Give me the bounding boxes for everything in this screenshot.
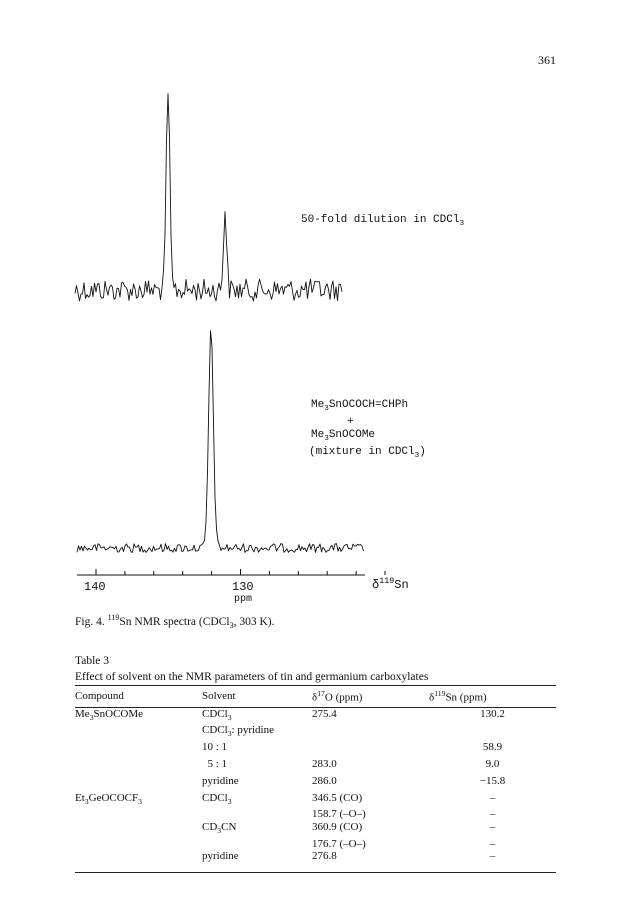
axis-nucleus-label: $\delta^{119}Sn$ <box>372 576 409 592</box>
table-row <box>75 850 556 872</box>
cell-o17: 346.5 (CO) <box>312 791 363 804</box>
table-label: Table 3 <box>75 655 110 667</box>
cell-o17: 286.0 <box>312 774 337 787</box>
cell-o17: 360.9 (CO) <box>312 820 363 833</box>
cell-solvent: pyridine <box>202 850 312 872</box>
cell-compound <box>75 838 202 851</box>
table-row <box>75 838 556 851</box>
cell-compound <box>75 724 202 741</box>
cell-o17: 283.0 <box>312 758 337 770</box>
axis-unit-label: ppm <box>234 594 253 605</box>
cell-compound: $Et_3GeOCOCF_3$ <box>75 791 142 806</box>
table-row <box>75 775 556 792</box>
cell-o17: 176.7 (–O–) <box>312 837 366 850</box>
cell-sn119: – <box>429 850 556 872</box>
table-row <box>75 758 556 775</box>
axis-tick-label-130: 130 <box>232 580 254 594</box>
cell-solvent: $CD_3CN$ <box>202 820 237 836</box>
table-header-row <box>75 686 556 708</box>
cell-o17 <box>312 724 429 741</box>
table-row <box>75 707 556 724</box>
header-compound: Compound <box>75 686 202 708</box>
cell-o17: 158.7 (–O–) <box>312 808 366 821</box>
cell-compound <box>75 850 202 872</box>
nmr-parameters-table <box>75 685 556 873</box>
header-o17: $\delta^{17}O$ (ppm) <box>312 686 429 708</box>
cell-sn119: 58.9 <box>482 741 503 754</box>
cell-sn119: 9.0 <box>485 758 500 770</box>
page-number: 361 <box>538 53 556 67</box>
header-solvent: Solvent <box>202 686 312 708</box>
cell-sn119: −15.8 <box>479 774 506 787</box>
cell-o17 <box>312 741 429 758</box>
cell-solvent <box>202 808 312 821</box>
table-title: Effect of solvent on the NMR parameters of tin and germanium carboxylates <box>75 671 429 683</box>
cell-solvent: CDCl$_3$: pyridine <box>202 724 274 739</box>
upper-spectrum-label: 50-fold dilution in CDCl$_3$ <box>301 214 465 229</box>
cell-sn119: – <box>489 808 496 821</box>
table-row <box>75 724 556 741</box>
lower-spectrum-label: $Me_3SnOCOCH=CHPh$ + $Me_3SnOCOMe$ (mixture in CDCl$_3$) <box>309 399 426 461</box>
cell-compound: $Me_3SnOCOMe$ <box>75 707 144 722</box>
table-row <box>75 792 556 809</box>
ppm-axis-ticks <box>96 569 385 575</box>
cell-solvent: 10 : 1 <box>202 741 228 754</box>
table-row <box>75 808 556 821</box>
cell-sn119: – <box>489 837 496 850</box>
cell-solvent: CDCl$_3$ <box>202 791 232 806</box>
cell-compound <box>75 741 202 758</box>
cell-compound <box>75 758 202 775</box>
cell-o17: 275.4 <box>312 707 337 720</box>
axis-tick-label-140: 140 <box>84 580 106 594</box>
upper-spectrum-trace <box>75 94 342 301</box>
cell-solvent: 5 : 1 <box>202 758 228 770</box>
cell-sn119: – <box>489 791 496 804</box>
cell-o17: 276.8 <box>312 850 429 872</box>
table-row <box>75 741 556 758</box>
cell-solvent: CDCl$_3$ <box>202 707 232 722</box>
cell-sn119: – <box>489 820 496 833</box>
cell-solvent <box>202 838 312 851</box>
header-sn119: $\delta^{119}Sn$ (ppm) <box>429 686 556 708</box>
table-row <box>75 821 556 838</box>
figure-caption: Fig. 4. $^{119}$Sn NMR spectra (CDCl$_3$, 303 K). <box>75 613 275 631</box>
cell-compound <box>75 821 202 838</box>
cell-solvent: pyridine <box>202 774 239 787</box>
cell-sn119: 130.2 <box>480 707 505 720</box>
cell-sn119 <box>429 724 556 741</box>
cell-compound <box>75 775 202 792</box>
cell-compound <box>75 808 202 821</box>
